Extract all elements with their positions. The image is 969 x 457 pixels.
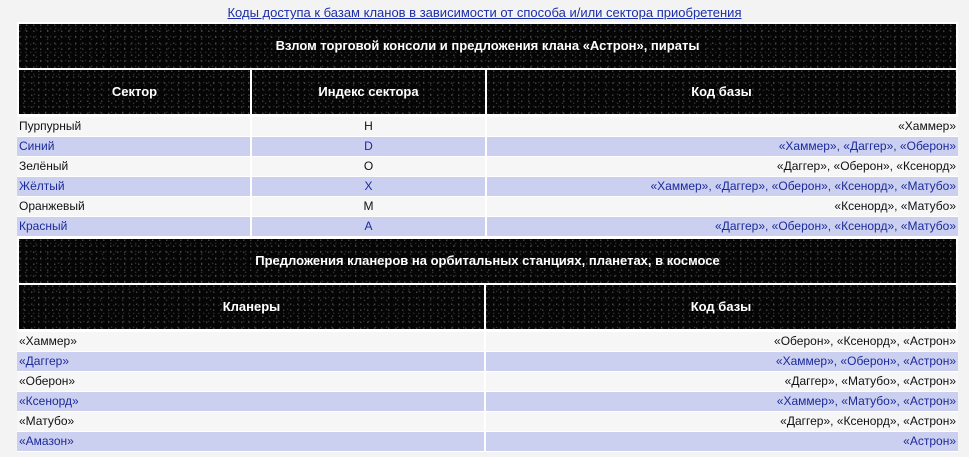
table-row <box>17 332 958 352</box>
table1-header-index: Индекс сектора <box>252 70 487 114</box>
code-cell: «Даггер», «Оберон», «Ксенорд» <box>776 159 956 173</box>
table1-header-code: Код базы <box>487 70 958 114</box>
index-cell: X <box>252 177 487 196</box>
table-row <box>17 217 958 237</box>
index-cell: M <box>252 197 487 216</box>
code-cell: «Хаммер», «Оберон», «Астрон» <box>775 354 956 368</box>
table-row <box>17 197 958 217</box>
table2-header-clan: Кланеры <box>17 285 486 329</box>
sector-cell: Красный <box>17 217 252 236</box>
table-row <box>17 412 958 432</box>
sector-cell: Синий <box>17 137 252 156</box>
code-cell: «Оберон», «Ксенорд», «Астрон» <box>774 334 956 348</box>
tables-frame <box>17 22 958 452</box>
clan-cell: «Даггер» <box>17 352 486 371</box>
index-cell: D <box>252 137 487 156</box>
table1-title: Взлом торговой консоли и предложения клана «Астрон», пираты <box>17 22 958 68</box>
sector-cell: Пурпурный <box>17 117 252 136</box>
code-cell: «Хаммер» <box>898 119 956 133</box>
code-cell: «Ксенорд», «Матубо» <box>834 199 956 213</box>
table-row <box>17 432 958 452</box>
index-cell: O <box>252 157 487 176</box>
table2-header-row <box>17 283 958 329</box>
code-cell: «Астрон» <box>903 434 956 448</box>
code-cell: «Хаммер», «Даггер», «Оберон», «Ксенорд», «Матубо» <box>650 179 956 193</box>
sector-cell: Оранжевый <box>17 197 252 216</box>
table-row <box>17 117 958 137</box>
code-cell: «Даггер», «Ксенорд», «Астрон» <box>780 414 956 428</box>
clan-cell: «Матубо» <box>17 412 486 431</box>
table1-header-sector: Сектор <box>17 70 252 114</box>
sector-cell: Зелёный <box>17 157 252 176</box>
caption-link[interactable]: Коды доступа к базам кланов в зависимости от способа и/или сектора приобретения <box>227 5 742 20</box>
code-cell: «Даггер», «Матубо», «Астрон» <box>784 374 956 388</box>
clan-cell: «Хаммер» <box>17 332 486 351</box>
table-row <box>17 157 958 177</box>
code-cell: «Хаммер», «Даггер», «Оберон» <box>778 139 956 153</box>
clan-cell: «Ксенорд» <box>17 392 486 411</box>
code-cell: «Даггер», «Оберон», «Ксенорд», «Матубо» <box>715 219 956 233</box>
table-row <box>17 352 958 372</box>
code-cell: «Хаммер», «Матубо», «Астрон» <box>776 394 956 408</box>
table-row <box>17 137 958 157</box>
table2-title: Предложения кланеров на орбитальных станциях, планетах, в космосе <box>17 237 958 283</box>
clan-cell: «Оберон» <box>17 372 486 391</box>
index-cell: A <box>252 217 487 236</box>
table-row <box>17 177 958 197</box>
table-caption <box>0 0 969 22</box>
table-row <box>17 372 958 392</box>
table2-header-code: Код базы <box>486 285 958 329</box>
index-cell: H <box>252 117 487 136</box>
sector-cell: Жёлтый <box>17 177 252 196</box>
table-row <box>17 392 958 412</box>
table1-header-row <box>17 68 958 114</box>
clan-cell: «Амазон» <box>17 432 486 451</box>
